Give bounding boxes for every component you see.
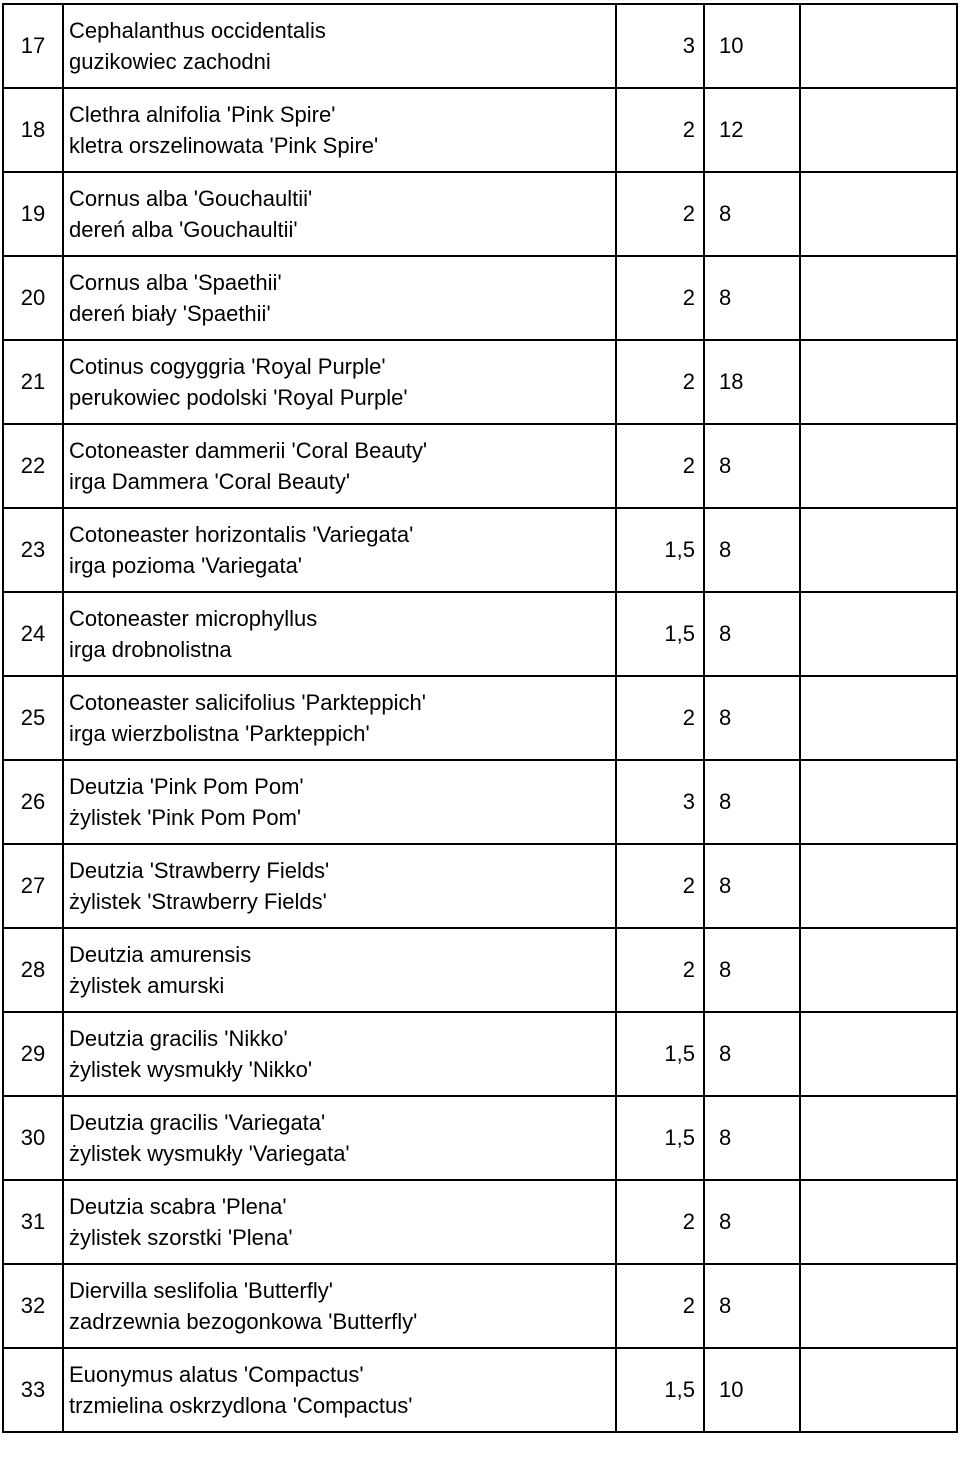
- value-a: 3: [616, 760, 704, 844]
- row-number: 23: [3, 508, 63, 592]
- empty-cell: [800, 1180, 957, 1264]
- row-number: 30: [3, 1096, 63, 1180]
- value-b: 18: [704, 340, 800, 424]
- latin-name: Diervilla seslifolia 'Butterfly': [69, 1278, 333, 1303]
- polish-name: dereń biały 'Spaethii': [69, 301, 271, 326]
- table-row: [3, 88, 957, 172]
- table-row: [3, 424, 957, 508]
- empty-cell: [800, 1012, 957, 1096]
- table-row: [3, 172, 957, 256]
- table-row: [3, 508, 957, 592]
- latin-name: Cotoneaster microphyllus: [69, 606, 318, 631]
- value-a: 2: [616, 928, 704, 1012]
- value-a: 2: [616, 340, 704, 424]
- empty-cell: [800, 928, 957, 1012]
- empty-cell: [800, 172, 957, 256]
- empty-cell: [800, 1348, 957, 1432]
- row-number: 22: [3, 424, 63, 508]
- polish-name: trzmielina oskrzydlona 'Compactus': [69, 1393, 413, 1418]
- plant-name-cell: [63, 256, 616, 340]
- row-number: 19: [3, 172, 63, 256]
- polish-name: dereń alba 'Gouchaultii': [69, 217, 298, 242]
- polish-name: żylistek wysmukły 'Nikko': [69, 1057, 313, 1082]
- row-number: 18: [3, 88, 63, 172]
- latin-name: Cotinus cogyggria 'Royal Purple': [69, 354, 386, 379]
- value-b: 8: [704, 676, 800, 760]
- value-a: 2: [616, 424, 704, 508]
- table-row: [3, 928, 957, 1012]
- value-b: 8: [704, 1096, 800, 1180]
- latin-name: Euonymus alatus 'Compactus': [69, 1362, 364, 1387]
- polish-name: żylistek amurski: [69, 973, 225, 998]
- value-b: 8: [704, 1012, 800, 1096]
- plant-name-cell: [63, 1264, 616, 1348]
- latin-name: Deutzia scabra 'Plena': [69, 1194, 287, 1219]
- plant-table: [2, 3, 958, 1433]
- value-b: 8: [704, 256, 800, 340]
- polish-name: irga pozioma 'Variegata': [69, 553, 303, 578]
- plant-name-cell: [63, 424, 616, 508]
- row-number: 28: [3, 928, 63, 1012]
- polish-name: irga Dammera 'Coral Beauty': [69, 469, 351, 494]
- plant-name-cell: [63, 928, 616, 1012]
- row-number: 17: [3, 4, 63, 88]
- value-b: 8: [704, 760, 800, 844]
- empty-cell: [800, 1264, 957, 1348]
- latin-name: Cephalanthus occidentalis: [69, 18, 326, 43]
- polish-name: kletra orszelinowata 'Pink Spire': [69, 133, 379, 158]
- value-a: 1,5: [616, 508, 704, 592]
- polish-name: żylistek 'Strawberry Fields': [69, 889, 327, 914]
- latin-name: Deutzia amurensis: [69, 942, 252, 967]
- row-number: 20: [3, 256, 63, 340]
- row-number: 29: [3, 1012, 63, 1096]
- value-b: 8: [704, 1264, 800, 1348]
- latin-name: Clethra alnifolia 'Pink Spire': [69, 102, 336, 127]
- plant-name-cell: [63, 676, 616, 760]
- empty-cell: [800, 760, 957, 844]
- table-row: [3, 592, 957, 676]
- row-number: 26: [3, 760, 63, 844]
- value-a: 3: [616, 4, 704, 88]
- value-a: 2: [616, 88, 704, 172]
- value-a: 2: [616, 1180, 704, 1264]
- row-number: 31: [3, 1180, 63, 1264]
- polish-name: żylistek szorstki 'Plena': [69, 1225, 293, 1250]
- empty-cell: [800, 844, 957, 928]
- plant-name-cell: [63, 88, 616, 172]
- empty-cell: [800, 592, 957, 676]
- plant-table-body: [3, 4, 957, 1432]
- plant-name-cell: [63, 1012, 616, 1096]
- value-b: 8: [704, 508, 800, 592]
- value-a: 2: [616, 172, 704, 256]
- table-row: [3, 1096, 957, 1180]
- polish-name: zadrzewnia bezogonkowa 'Butterfly': [69, 1309, 418, 1334]
- latin-name: Deutzia gracilis 'Nikko': [69, 1026, 288, 1051]
- latin-name: Deutzia gracilis 'Variegata': [69, 1110, 326, 1135]
- value-a: 2: [616, 844, 704, 928]
- value-b: 12: [704, 88, 800, 172]
- value-b: 8: [704, 844, 800, 928]
- plant-name-cell: [63, 340, 616, 424]
- polish-name: perukowiec podolski 'Royal Purple': [69, 385, 408, 410]
- empty-cell: [800, 340, 957, 424]
- table-row: [3, 256, 957, 340]
- row-number: 33: [3, 1348, 63, 1432]
- table-row: [3, 760, 957, 844]
- table-row: [3, 4, 957, 88]
- table-row: [3, 1348, 957, 1432]
- value-b: 10: [704, 4, 800, 88]
- latin-name: Cotoneaster dammerii 'Coral Beauty': [69, 438, 428, 463]
- value-a: 1,5: [616, 1096, 704, 1180]
- empty-cell: [800, 424, 957, 508]
- empty-cell: [800, 508, 957, 592]
- value-b: 10: [704, 1348, 800, 1432]
- row-number: 27: [3, 844, 63, 928]
- table-row: [3, 676, 957, 760]
- row-number: 24: [3, 592, 63, 676]
- polish-name: irga wierzbolistna 'Parkteppich': [69, 721, 370, 746]
- polish-name: irga drobnolistna: [69, 637, 232, 662]
- plant-name-cell: [63, 4, 616, 88]
- value-b: 8: [704, 592, 800, 676]
- empty-cell: [800, 4, 957, 88]
- plant-name-cell: [63, 1348, 616, 1432]
- plant-name-cell: [63, 172, 616, 256]
- value-a: 2: [616, 256, 704, 340]
- row-number: 32: [3, 1264, 63, 1348]
- value-a: 1,5: [616, 1012, 704, 1096]
- latin-name: Cotoneaster horizontalis 'Variegata': [69, 522, 414, 547]
- latin-name: Cornus alba 'Spaethii': [69, 270, 282, 295]
- latin-name: Cotoneaster salicifolius 'Parkteppich': [69, 690, 426, 715]
- empty-cell: [800, 256, 957, 340]
- table-row: [3, 340, 957, 424]
- table-row: [3, 1180, 957, 1264]
- value-b: 8: [704, 424, 800, 508]
- value-a: 1,5: [616, 592, 704, 676]
- polish-name: guzikowiec zachodni: [69, 49, 271, 74]
- row-number: 25: [3, 676, 63, 760]
- value-a: 1,5: [616, 1348, 704, 1432]
- latin-name: Deutzia 'Pink Pom Pom': [69, 774, 304, 799]
- value-a: 2: [616, 1264, 704, 1348]
- polish-name: żylistek 'Pink Pom Pom': [69, 805, 302, 830]
- plant-name-cell: [63, 760, 616, 844]
- empty-cell: [800, 676, 957, 760]
- latin-name: Deutzia 'Strawberry Fields': [69, 858, 330, 883]
- plant-name-cell: [63, 844, 616, 928]
- plant-name-cell: [63, 592, 616, 676]
- value-b: 8: [704, 928, 800, 1012]
- plant-name-cell: [63, 1180, 616, 1264]
- table-row: [3, 1012, 957, 1096]
- plant-name-cell: [63, 1096, 616, 1180]
- value-b: 8: [704, 1180, 800, 1264]
- latin-name: Cornus alba 'Gouchaultii': [69, 186, 313, 211]
- empty-cell: [800, 1096, 957, 1180]
- value-a: 2: [616, 676, 704, 760]
- value-b: 8: [704, 172, 800, 256]
- empty-cell: [800, 88, 957, 172]
- table-row: [3, 1264, 957, 1348]
- polish-name: żylistek wysmukły 'Variegata': [69, 1141, 350, 1166]
- plant-name-cell: [63, 508, 616, 592]
- table-row: [3, 844, 957, 928]
- row-number: 21: [3, 340, 63, 424]
